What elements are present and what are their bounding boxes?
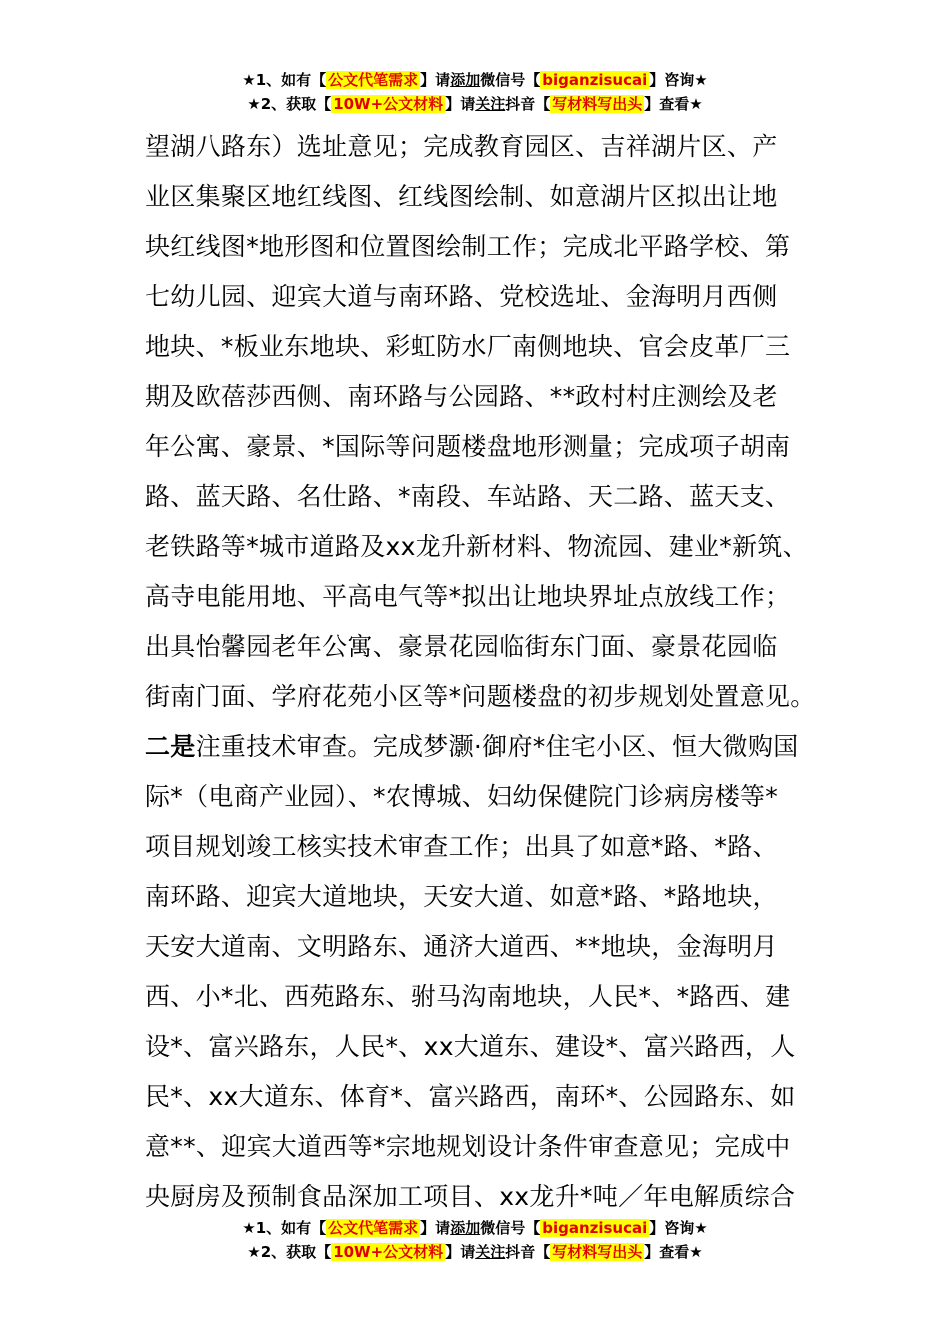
body-line: 业区集聚区地红线图、红线图绘制、如意湖片区拟出让地	[145, 182, 778, 211]
body-line: 天安大道南、文明路东、通济大道西、**地块，金海明月	[145, 932, 778, 961]
promo-footer	[0, 1216, 950, 1264]
body-line: 项目规划竣工核实技术审查工作；出具了如意*路、*路、	[145, 832, 778, 861]
promo-text: ★1、如有【	[242, 71, 327, 89]
promo-line-1	[0, 68, 950, 92]
promo-text: 】咨询★	[649, 1219, 708, 1237]
promo-text: 】请	[420, 1219, 451, 1237]
body-line: 地块、*板业东地块、彩虹防水厂南侧地块、官会皮革厂三	[145, 332, 791, 361]
promo-underline: 添加	[450, 1219, 481, 1237]
section-2-text: 注重技术审查。完成梦灏·御府*住宅小区、恒大微购国	[195, 732, 799, 761]
promo-underline: 关注	[475, 1243, 506, 1261]
body-line: 七幼儿园、迎宾大道与南环路、党校选址、金海明月西侧	[145, 282, 778, 311]
promo-line-2	[0, 92, 950, 116]
promo-highlight: 公文代笔需求	[328, 1219, 419, 1237]
promo-underline: 关注	[475, 95, 506, 113]
body-line: 西、小*北、西苑路东、驸马沟南地块，人民*、*路西、建	[145, 982, 791, 1011]
body-line: 路、蓝天路、名仕路、*南段、车站路、天二路、蓝天支、	[145, 482, 791, 511]
promo-text: 】请	[445, 1243, 476, 1261]
promo-text: 微信号【	[480, 1219, 541, 1237]
promo-line-1	[0, 1216, 950, 1240]
promo-text: 】咨询★	[649, 71, 708, 89]
body-line: 出具怡馨园老年公寓、豪景花园临街东门面、豪景花园临	[145, 632, 778, 661]
body-line: 意**、迎宾大道西等*宗地规划设计条件审查意见；完成中	[145, 1132, 791, 1161]
promo-highlight: 10W+公文材料	[333, 95, 444, 113]
body-line: 南环路、迎宾大道地块，天安大道、如意*路、*路地块，	[145, 882, 778, 911]
body-line: 高寺电能用地、平高电气等*拟出让地块界址点放线工作；	[145, 582, 791, 611]
body-line: 期及欧蓓莎西侧、南环路与公园路、**政村村庄测绘及老	[145, 382, 778, 411]
promo-underline: 添加	[450, 71, 481, 89]
body-line: 望湖八路东）选址意见；完成教育园区、吉祥湖片区、产	[145, 132, 778, 161]
promo-highlight: biganzisucai	[542, 1219, 648, 1237]
section-2-first-line	[145, 722, 825, 772]
promo-text: 】查看★	[644, 1243, 703, 1261]
promo-highlight: 10W+公文材料	[333, 1243, 444, 1261]
promo-highlight: 写材料写出头	[552, 1243, 643, 1261]
body-line: 老铁路等*城市道路及xx龙升新材料、物流园、建业*新筑、	[145, 532, 808, 561]
body-line: 民*、xx大道东、体育*、富兴路西，南环*、公园路东、如	[145, 1082, 796, 1111]
promo-text: ★2、获取【	[247, 95, 332, 113]
promo-text: 】查看★	[644, 95, 703, 113]
body-line: 央厨房及预制食品深加工项目、xx龙升*吨／年电解质综合	[145, 1182, 796, 1211]
body-line: 块红线图*地形图和位置图绘制工作；完成北平路学校、第	[145, 232, 791, 261]
promo-text: ★2、获取【	[247, 1243, 332, 1261]
section-2-heading: 二是	[145, 732, 196, 761]
promo-highlight: 公文代笔需求	[328, 71, 419, 89]
body-line: 设*、富兴路东，人民*、xx大道东、建设*、富兴路西，人	[145, 1032, 796, 1061]
promo-text: 抖音【	[505, 95, 551, 113]
promo-text: 微信号【	[480, 71, 541, 89]
body-line: 街南门面、学府花苑小区等*问题楼盘的初步规划处置意见。	[145, 682, 816, 711]
promo-text: 抖音【	[505, 1243, 551, 1261]
body-line: 际*（电商产业园）、*农博城、妇幼保健院门诊病房楼等*	[145, 782, 779, 811]
promo-text: 】请	[420, 71, 451, 89]
document-body	[145, 122, 825, 1222]
promo-text: ★1、如有【	[242, 1219, 327, 1237]
promo-line-2	[0, 1240, 950, 1264]
promo-highlight: biganzisucai	[542, 71, 648, 89]
promo-header	[0, 68, 950, 116]
promo-text: 】请	[445, 95, 476, 113]
promo-highlight: 写材料写出头	[552, 95, 643, 113]
body-line: 年公寓、豪景、*国际等问题楼盘地形测量；完成项子胡南	[145, 432, 791, 461]
